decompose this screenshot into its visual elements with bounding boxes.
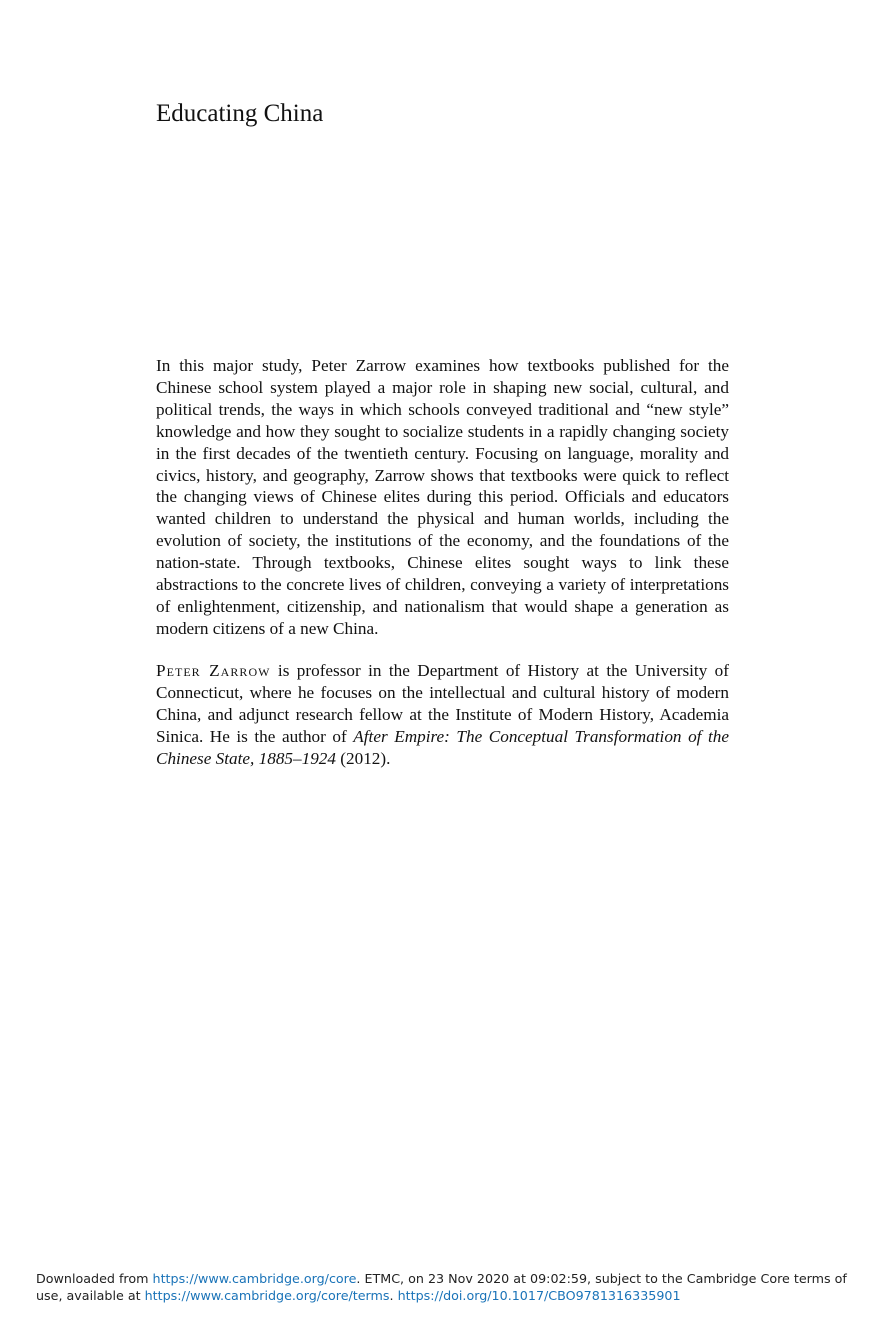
- cambridge-terms-link[interactable]: https://www.cambridge.org/core/terms: [144, 1287, 390, 1303]
- doi-link[interactable]: https://doi.org/10.1017/CBO9781316335901: [397, 1287, 681, 1303]
- author-bio: [156, 660, 729, 770]
- book-description: In this major study, Peter Zarrow examines how textbooks published for the Chinese school system played a major role in shaping new social, cultural, and political trends, the ways in which schools conveyed traditional and “new style” knowledge and how they sought to socialize students in a rapidly changing society in the first decades of the twentieth century. Focusing on language, morality and civics, history, and geography, Zarrow shows that textbooks were quick to reflect the changing views of Chinese elites during this period. Officials and educators wanted children to understand the physical and human worlds, including the evolution of society, the institutions of the economy, and the foundations of the nation-state. Through textbooks, Chinese elites sought ways to link these abstractions to the concrete lives of children, conveying a variety of interpretations of enlightenment, citizenship, and nationalism that would shape a generation as modern citizens of a new China.: [156, 356, 729, 638]
- download-notice-prefix: Downloaded from: [36, 1271, 153, 1286]
- book-title: Educating China: [156, 100, 324, 127]
- download-notice-middle: . ETMC, on 23 Nov 2020 at 09:02:59, subject to the Cambridge Core terms of use, available at: [36, 1271, 847, 1303]
- cambridge-core-link[interactable]: https://www.cambridge.org/core: [152, 1271, 357, 1286]
- author-name: Peter Zarrow: [156, 661, 271, 680]
- author-bio-end: (2012).: [335, 748, 391, 768]
- download-notice: [36, 1271, 856, 1304]
- download-notice-separator: .: [389, 1287, 398, 1303]
- author-bio-text: is professor in the Department of History at the University of Connecticut, where he focuses on the intellectual and cultural history of modern China, and adjunct research fellow at the Institute of Modern History, Academia Sinica. He is the author of: [156, 661, 730, 746]
- author-previous-book-title: After Empire: The Conceptual Transformation of the Chinese State, 1885–1924: [156, 726, 729, 768]
